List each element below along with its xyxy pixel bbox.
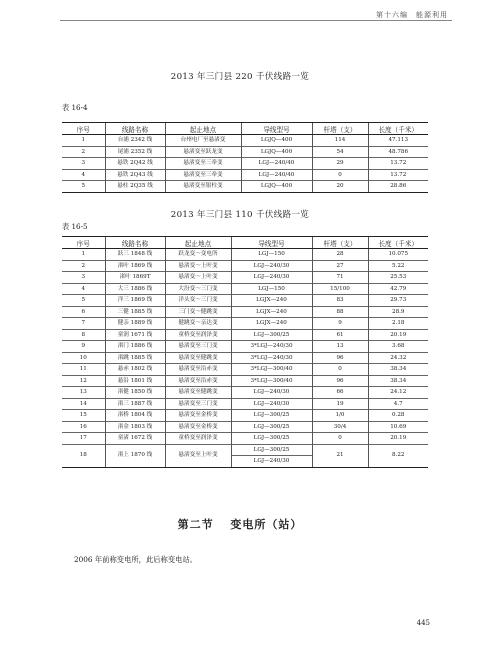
cell-line-name: 渚健 1850 线	[105, 387, 165, 399]
cell-conductor: 3*LGJ—300/40	[231, 375, 312, 387]
cell-route: 悬渚变至沿赤变	[165, 375, 231, 387]
page-number: 445	[416, 619, 430, 627]
cell-length: 20.19	[368, 329, 428, 341]
table-row	[62, 364, 428, 376]
table-row	[62, 341, 428, 353]
cell-towers: 9	[312, 318, 368, 330]
cell-conductor: LGJ—150	[231, 283, 312, 295]
cell-towers: 83	[312, 295, 368, 307]
cell-conductor: LGJQ—400	[241, 135, 312, 147]
cell-route: 台州电厂至悬渚变	[165, 135, 241, 147]
cell-index: 10	[62, 352, 105, 364]
cell-line-name: 渚门 1886 线	[105, 341, 165, 353]
cell-route: 悬渚变至金桥变	[165, 410, 231, 422]
cell-conductor: 3*LGJ—240/30	[231, 341, 312, 353]
cell-conductor: 3*LGJ—240/30	[231, 352, 312, 364]
cell-length: 2.18	[368, 318, 428, 330]
col-header-line-name: 线路名称	[105, 237, 165, 249]
cell-length: 28.9	[368, 306, 428, 318]
cell-conductor: LGJ—300/25	[231, 329, 312, 341]
cell-index: 3	[62, 272, 105, 284]
col-header-length: 长度（千米）	[368, 123, 428, 135]
cell-length: 8.22	[368, 444, 428, 467]
cell-route: 悬渚变至沿赤变	[165, 364, 231, 376]
cell-towers: 30/4	[312, 421, 368, 433]
cell-line-name: 渚金 1803 线	[105, 421, 165, 433]
cell-length: 28.86	[368, 181, 428, 193]
cell-conductor: 3*LGJ—300/40	[231, 364, 312, 376]
cell-route: 健跳变～亲达变	[165, 318, 231, 330]
cell-line-name: 台浦 2342 线	[105, 135, 165, 147]
cell-length: 29.73	[368, 295, 428, 307]
table-row	[62, 352, 428, 364]
cell-towers: 29	[312, 158, 368, 170]
cell-index: 8	[62, 329, 105, 341]
cell-length: 10.69	[368, 421, 428, 433]
table-row	[62, 306, 428, 318]
cell-towers: 27	[312, 260, 368, 272]
table-row	[62, 260, 428, 272]
cell-towers: 96	[312, 375, 368, 387]
cell-line-name: 悬赤 1802 线	[105, 364, 165, 376]
cell-towers: 71	[312, 272, 368, 284]
table-row	[62, 410, 428, 422]
cell-length: 38.34	[368, 364, 428, 376]
col-header-line-name: 线路名称	[105, 123, 165, 135]
cell-line-name: 悬沿 1801 线	[105, 375, 165, 387]
cell-route: 悬渚变至健跳变	[165, 387, 231, 399]
table-row	[62, 169, 428, 181]
table-row	[62, 421, 428, 433]
cell-index: 16	[62, 421, 105, 433]
table1-title: 2013 年三门县 220 千伏线路一览	[170, 72, 310, 82]
cell-route: 悬渚变至三门变	[165, 341, 231, 353]
cell-towers: 1/0	[312, 410, 368, 422]
cell-route: 悬渚变至金桥变	[165, 421, 231, 433]
cell-index: 1	[62, 249, 105, 261]
cell-towers: 20	[312, 181, 368, 193]
cell-route: 三门变～健跳变	[165, 306, 231, 318]
cell-route: 跃龙变～变电所	[165, 249, 231, 261]
cell-conductor: LGJ—240/40	[241, 169, 312, 181]
cell-length: 3.68	[368, 341, 428, 353]
section-title: 变电所（站）	[230, 518, 303, 531]
cell-towers: 19	[312, 398, 368, 410]
cell-conductor: LGJ—240/30	[231, 387, 312, 399]
cell-index: 15	[62, 410, 105, 422]
cell-line-name: 大三 1886 线	[105, 283, 165, 295]
cell-line-name: 童渚 1672 线	[105, 433, 165, 445]
table-row	[62, 444, 428, 467]
cell-line-name: 渚叶 1869 线	[105, 260, 165, 272]
cell-index: 18	[62, 444, 105, 467]
cell-conductor: LGJ—300/25	[231, 433, 312, 445]
table-row	[62, 375, 428, 387]
cell-route: 悬渚变至跃龙变	[165, 146, 241, 158]
cell-index: 11	[62, 364, 105, 376]
cell-index: 12	[62, 375, 105, 387]
cell-conductor: LGJX—240	[231, 295, 312, 307]
header-rule	[60, 20, 452, 21]
cell-line-name: 悬铁 2Q42 线	[105, 158, 165, 170]
cell-route: 悬渚变至三门变	[165, 398, 231, 410]
table2-title: 2013 年三门县 110 千伏线路一览	[170, 210, 310, 220]
cell-line-name: 跃三 1848 线	[105, 249, 165, 261]
cell-length: 20.19	[368, 433, 428, 445]
cell-conductor: LGJ—240/30	[231, 260, 312, 272]
cell-route: 悬渚变至三牵变	[165, 169, 241, 181]
cell-length: 13.72	[368, 169, 428, 181]
cell-index: 9	[62, 341, 105, 353]
col-header-conductor: 导线型号	[231, 237, 312, 249]
cell-route: 童桥变至润泽变	[165, 329, 231, 341]
cell-towers: 21	[312, 444, 368, 467]
col-header-index: 序号	[62, 237, 105, 249]
cell-conductor	[231, 444, 312, 467]
cell-conductor: LGJ—240/30	[231, 398, 312, 410]
cell-conductor: LGJX—240	[231, 306, 312, 318]
cell-length: 4.7	[368, 398, 428, 410]
table1-label: 表 16-4	[62, 103, 88, 112]
cell-length: 47.113	[368, 135, 428, 147]
cell-line-name: 渚上 1870 线	[105, 444, 165, 467]
cell-route: 大汾变～三门变	[165, 283, 231, 295]
cell-line-name: 渚桥 1804 线	[105, 410, 165, 422]
cell-towers: 114	[312, 135, 368, 147]
cell-line-name: 三健 1885 线	[105, 306, 165, 318]
cell-route: 悬渚变至上叶变	[165, 444, 231, 467]
table-110kv-lines	[62, 236, 428, 468]
cell-index: 7	[62, 318, 105, 330]
cell-line-name: 尾浦 2352 线	[105, 146, 165, 158]
cell-conductor: LGJQ—400	[241, 181, 312, 193]
cell-index: 1	[62, 135, 105, 147]
table-row	[62, 158, 428, 170]
col-header-towers: 杆塔（支）	[312, 123, 368, 135]
col-header-index: 序号	[62, 123, 105, 135]
col-header-conductor: 导线型号	[241, 123, 312, 135]
cell-line-name: 童润 1671 线	[105, 329, 165, 341]
table-row	[62, 398, 428, 410]
cell-length: 38.34	[368, 375, 428, 387]
table-row	[62, 295, 428, 307]
table-row	[62, 433, 428, 445]
cell-towers: 96	[312, 352, 368, 364]
cell-route: 童桥变至润泽变	[165, 433, 231, 445]
cell-conductor: LGJ—300/25	[231, 421, 312, 433]
table2-label: 表 16-5	[62, 222, 88, 231]
table-header-row	[62, 123, 428, 135]
table-row	[62, 146, 428, 158]
section-heading	[0, 516, 480, 532]
cell-index: 6	[62, 306, 105, 318]
cell-length: 42.79	[368, 283, 428, 295]
cell-route: 悬渚变至银柱变	[165, 181, 241, 193]
cell-line-name: 悬柱 2Q35 线	[105, 181, 165, 193]
col-header-length: 长度（千米）	[368, 237, 428, 249]
table-row	[62, 329, 428, 341]
cell-line-name: 渚跳 1885 线	[105, 352, 165, 364]
cell-conductor: LGJ—240/40	[241, 158, 312, 170]
cell-line-name: 渚三 1887 线	[105, 398, 165, 410]
cell-towers: 0	[312, 169, 368, 181]
cell-line-name: 洋三 1869 线	[105, 295, 165, 307]
cell-index: 17	[62, 433, 105, 445]
cell-length: 5.22	[368, 260, 428, 272]
cell-route: 悬渚变至三牵变	[165, 158, 241, 170]
cell-conductor: LGJ—300/25	[231, 410, 312, 422]
cell-length: 24.12	[368, 387, 428, 399]
running-header: 第十六编 能源利用	[376, 11, 448, 19]
table-header-row	[62, 237, 428, 249]
cell-length: 10.075	[368, 249, 428, 261]
cell-length: 13.72	[368, 158, 428, 170]
col-header-route: 起止地点	[165, 237, 231, 249]
cell-towers: 0	[312, 433, 368, 445]
cell-length: 0.28	[368, 410, 428, 422]
cell-towers: 54	[312, 146, 368, 158]
table-row	[62, 318, 428, 330]
cell-conductor: LGJ—150	[231, 249, 312, 261]
cell-towers: 88	[312, 306, 368, 318]
table-row	[62, 283, 428, 295]
cell-conductor: LGJQ—400	[241, 146, 312, 158]
cell-conductor: LGJX—240	[231, 318, 312, 330]
col-header-route: 起止地点	[165, 123, 241, 135]
cell-length: 25.53	[368, 272, 428, 284]
table-row	[62, 135, 428, 147]
cell-route: 悬渚变～上叶变	[165, 272, 231, 284]
cell-index: 4	[62, 169, 105, 181]
table-row	[62, 272, 428, 284]
cell-index: 2	[62, 146, 105, 158]
section-number: 第二节	[177, 518, 214, 531]
cell-towers: 13	[312, 341, 368, 353]
body-paragraph: 2006 年前称变电所，此后称变电站。	[74, 555, 198, 564]
conductor-line-1: LGJ—300/25	[253, 446, 290, 453]
cell-line-name: 健亲 1889 线	[105, 318, 165, 330]
cell-towers: 28	[312, 249, 368, 261]
conductor-line-2: LGJ—240/30	[232, 455, 312, 467]
table-row	[62, 387, 428, 399]
cell-towers: 61	[312, 329, 368, 341]
cell-line-name: 渚叶 1869T	[105, 272, 165, 284]
table-220kv-lines	[62, 122, 428, 193]
col-header-towers: 杆塔（支）	[312, 237, 368, 249]
cell-route: 悬渚变～上叶变	[165, 260, 231, 272]
cell-conductor: LGJ—240/30	[231, 272, 312, 284]
table-row	[62, 249, 428, 261]
cell-index: 13	[62, 387, 105, 399]
cell-length: 48.786	[368, 146, 428, 158]
cell-index: 2	[62, 260, 105, 272]
cell-towers: 0	[312, 364, 368, 376]
cell-line-name: 悬铁 2Q43 线	[105, 169, 165, 181]
cell-towers: 66	[312, 387, 368, 399]
cell-route: 悬渚变至健跳变	[165, 352, 231, 364]
table-row	[62, 181, 428, 193]
cell-index: 5	[62, 295, 105, 307]
cell-index: 14	[62, 398, 105, 410]
cell-towers: 15/100	[312, 283, 368, 295]
cell-route: 洋头变～三门变	[165, 295, 231, 307]
cell-index: 5	[62, 181, 105, 193]
cell-index: 3	[62, 158, 105, 170]
cell-index: 4	[62, 283, 105, 295]
cell-length: 24.32	[368, 352, 428, 364]
